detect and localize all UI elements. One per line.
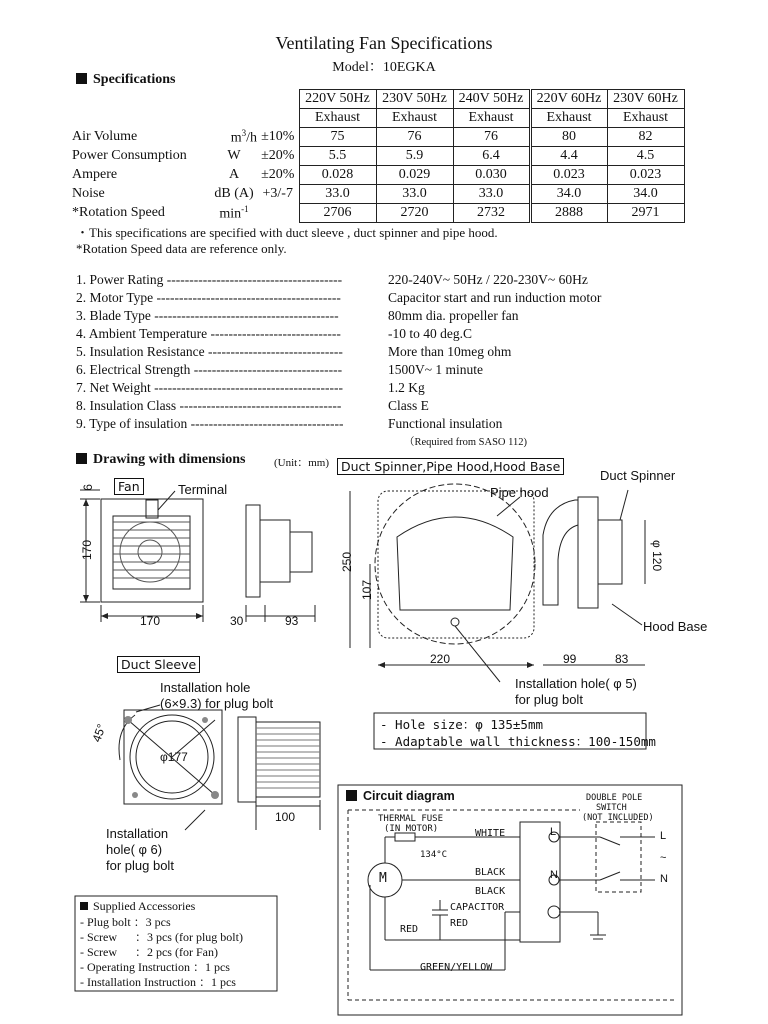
- switch-label-1: DOUBLE POLE: [586, 793, 643, 803]
- rating-value: 1.2 Kg: [388, 380, 425, 395]
- install-hole-top-2: (6×9.3) for plug bolt: [160, 696, 274, 711]
- table-cell: 2706: [299, 204, 376, 223]
- table-cell: 4.5: [607, 147, 684, 166]
- dim-100: 100: [275, 810, 296, 824]
- row-unit: $\min^{-1}$: [219, 203, 249, 222]
- dim-99: 99: [563, 652, 577, 666]
- rating-value: -10 to 40 deg.C: [388, 326, 472, 341]
- row-tolerance: ±10%: [261, 129, 295, 144]
- duct-sleeve-tag: Duct Sleeve: [117, 656, 200, 673]
- dim-phi-177: φ177: [160, 750, 188, 764]
- column-header: 240V 50Hz: [453, 90, 530, 109]
- column-subheader: Exhaust: [453, 109, 530, 128]
- dim-30: 30: [230, 614, 244, 628]
- motor-symbol: M: [379, 871, 387, 886]
- note-line: *Rotation Speed data are reference only.: [76, 241, 287, 256]
- saso-note: （Required from SASO 112): [404, 437, 527, 448]
- table-cell: 34.0: [607, 185, 684, 204]
- pipe-hood-label: Pipe hood: [490, 485, 549, 500]
- column-subheader: Exhaust: [530, 109, 607, 128]
- drawing-unit: (Unit：mm): [274, 457, 329, 469]
- green-yellow-label: GREEN/YELLOW: [420, 962, 493, 973]
- table-cell: 0.023: [530, 166, 607, 185]
- row-label: Air Volume: [72, 129, 138, 144]
- row-unit: dB (A): [214, 186, 254, 201]
- list-item: - Screw ：3 pcs (for plug bolt): [80, 930, 243, 944]
- table-cell: 6.4: [453, 147, 530, 166]
- hood-base-label: Hood Base: [643, 619, 708, 634]
- column-subheader: Exhaust: [299, 109, 376, 128]
- install-hole-right: Installation hole( φ 5): [515, 676, 637, 691]
- dim-6: 6: [81, 484, 95, 491]
- column-header: 230V 60Hz: [607, 90, 684, 109]
- hole-size-note: - Hole size：φ 135±5mm: [380, 717, 544, 732]
- drawing-heading-text: Drawing with dimensions: [93, 452, 246, 467]
- fan-tag: Fan: [114, 478, 144, 495]
- column-subheader: Exhaust: [607, 109, 684, 128]
- accessories-heading-text: Supplied Accessories: [93, 899, 196, 913]
- circuit-heading-text: Circuit diagram: [363, 789, 455, 803]
- row-unit: $m^3/h$: [230, 127, 257, 146]
- table-cell: 4.4: [530, 147, 607, 166]
- column-header: 220V 50Hz: [299, 90, 376, 109]
- terminal-N: N: [550, 869, 558, 881]
- table-cell: 0.030: [453, 166, 530, 185]
- table-cell: 0.023: [607, 166, 684, 185]
- table-cell: 0.028: [299, 166, 376, 185]
- temperature-label: 134°C: [420, 850, 448, 860]
- rating-key: 7. Net Weight ------------------------------------------: [76, 380, 343, 395]
- table-cell: 33.0: [299, 185, 376, 204]
- square-bullet-icon: [80, 902, 88, 910]
- table-cell: 5.9: [376, 147, 453, 166]
- install-hole-bot-1: Installation: [106, 826, 169, 841]
- dim-83: 83: [615, 652, 629, 666]
- rating-key: 4. Ambient Temperature -----------------------------: [76, 326, 341, 341]
- table-cell: 76: [453, 128, 530, 147]
- switch-label-2: SWITCH: [596, 803, 627, 813]
- square-bullet-icon: [76, 453, 87, 464]
- red-wire-label-2: RED: [450, 918, 469, 929]
- dim-250: 250: [340, 552, 354, 573]
- table-cell: 75: [299, 128, 376, 147]
- thermal-fuse-label: THERMAL FUSE: [378, 814, 444, 824]
- table-cell: 33.0: [453, 185, 530, 204]
- dim-170-horizontal: 170: [140, 614, 161, 628]
- supply-N: N: [660, 873, 668, 885]
- specifications-heading-text: Specifications: [93, 72, 176, 87]
- switch-label-3: (NOT INCLUDED): [582, 813, 654, 823]
- row-unit: W: [227, 148, 241, 163]
- dim-45-degrees: 45°: [89, 722, 109, 744]
- rating-key: 5. Insulation Resistance ------------------------------: [76, 344, 343, 359]
- dim-107: 107: [360, 580, 374, 601]
- circuit-heading: [346, 789, 455, 803]
- column-header: 230V 50Hz: [376, 90, 453, 109]
- column-header: 220V 60Hz: [530, 90, 607, 109]
- row-label: *Rotation Speed: [72, 205, 165, 220]
- wall-thickness-note: - Adaptable wall thickness：100-150mm: [380, 734, 656, 749]
- table-cell: 0.029: [376, 166, 453, 185]
- rating-value: More than 10meg ohm: [388, 344, 512, 359]
- row-unit: A: [228, 167, 240, 182]
- row-tolerance: ±20%: [261, 167, 295, 182]
- row-label: Power Consumption: [72, 148, 187, 163]
- rating-value: 80mm dia. propeller fan: [388, 308, 519, 323]
- rating-key: 8. Insulation Class ------------------------------------: [76, 398, 342, 413]
- red-wire-label: RED: [400, 924, 419, 935]
- square-bullet-icon: [346, 790, 357, 801]
- list-item: - Screw ：2 pcs (for Fan): [80, 945, 218, 959]
- drawing-heading: [76, 452, 245, 468]
- table-cell: 5.5: [299, 147, 376, 166]
- install-hole-bot-3: for plug bolt: [106, 858, 174, 873]
- dim-170-vertical: 170: [80, 540, 94, 561]
- list-item: - Operating Instruction ：1 pcs: [80, 960, 230, 974]
- terminal-L: L: [550, 826, 557, 838]
- page-title: Ventilating Fan Specifications: [275, 33, 493, 53]
- rating-value: 220-240V~ 50Hz / 220-230V~ 60Hz: [388, 272, 588, 287]
- rating-key: 3. Blade Type -----------------------------------------: [76, 308, 339, 323]
- rating-value: Class E: [388, 398, 429, 413]
- dim-phi-120: φ 120: [650, 540, 664, 572]
- rating-value: Capacitor start and run induction motor: [388, 290, 602, 305]
- duct-set-tag: Duct Spinner,Pipe Hood,Hood Base: [337, 458, 564, 475]
- white-wire-label: WHITE: [475, 828, 506, 839]
- rating-value: Functional insulation: [388, 416, 503, 431]
- row-tolerance: +3/-7: [262, 186, 293, 201]
- install-hole-right-2: for plug bolt: [515, 692, 583, 707]
- table-cell: 34.0: [530, 185, 607, 204]
- rating-key: 2. Motor Type -----------------------------------------: [76, 290, 341, 305]
- install-hole-top-1: Installation hole: [160, 680, 251, 695]
- dim-93: 93: [285, 614, 299, 628]
- row-tolerance: ±20%: [261, 148, 295, 163]
- duct-spinner-label: Duct Spinner: [600, 468, 676, 483]
- table-cell: 2971: [607, 204, 684, 223]
- rating-key: 1. Power Rating ---------------------------------------: [76, 272, 343, 287]
- rating-key: 9. Type of insulation ----------------------------------: [76, 416, 344, 431]
- black-wire-label-2: BLACK: [475, 886, 506, 897]
- in-motor-label: (IN MOTOR): [384, 824, 439, 834]
- table-cell: 2888: [530, 204, 607, 223]
- capacitor-label: CAPACITOR: [450, 902, 505, 913]
- terminal-label: Terminal: [178, 482, 228, 497]
- dim-220: 220: [430, 652, 451, 666]
- note-line: ・This specifications are specified with duct sleeve , duct spinner and pipe hood.: [76, 225, 498, 240]
- supply-tilde: ~: [660, 852, 667, 864]
- table-cell: 82: [607, 128, 684, 147]
- list-item: - Installation Instruction ：1 pcs: [80, 975, 236, 989]
- black-wire-label: BLACK: [475, 867, 506, 878]
- install-hole-bot-2: hole( φ 6): [106, 842, 163, 857]
- supply-L: L: [660, 830, 667, 842]
- row-label: Ampere: [72, 167, 118, 182]
- model-number: Model：10EGKA: [332, 60, 436, 75]
- table-cell: 33.0: [376, 185, 453, 204]
- list-item: - Plug bolt ：3 pcs: [80, 915, 171, 929]
- table-cell: 2732: [453, 204, 530, 223]
- table-cell: 2720: [376, 204, 453, 223]
- rating-value: 1500V~ 1 minute: [388, 362, 484, 377]
- rating-key: 6. Electrical Strength ---------------------------------: [76, 362, 343, 377]
- table-cell: 76: [376, 128, 453, 147]
- row-label: Noise: [72, 186, 105, 201]
- column-subheader: Exhaust: [376, 109, 453, 128]
- table-cell: 80: [530, 128, 607, 147]
- accessories-heading: [80, 899, 195, 914]
